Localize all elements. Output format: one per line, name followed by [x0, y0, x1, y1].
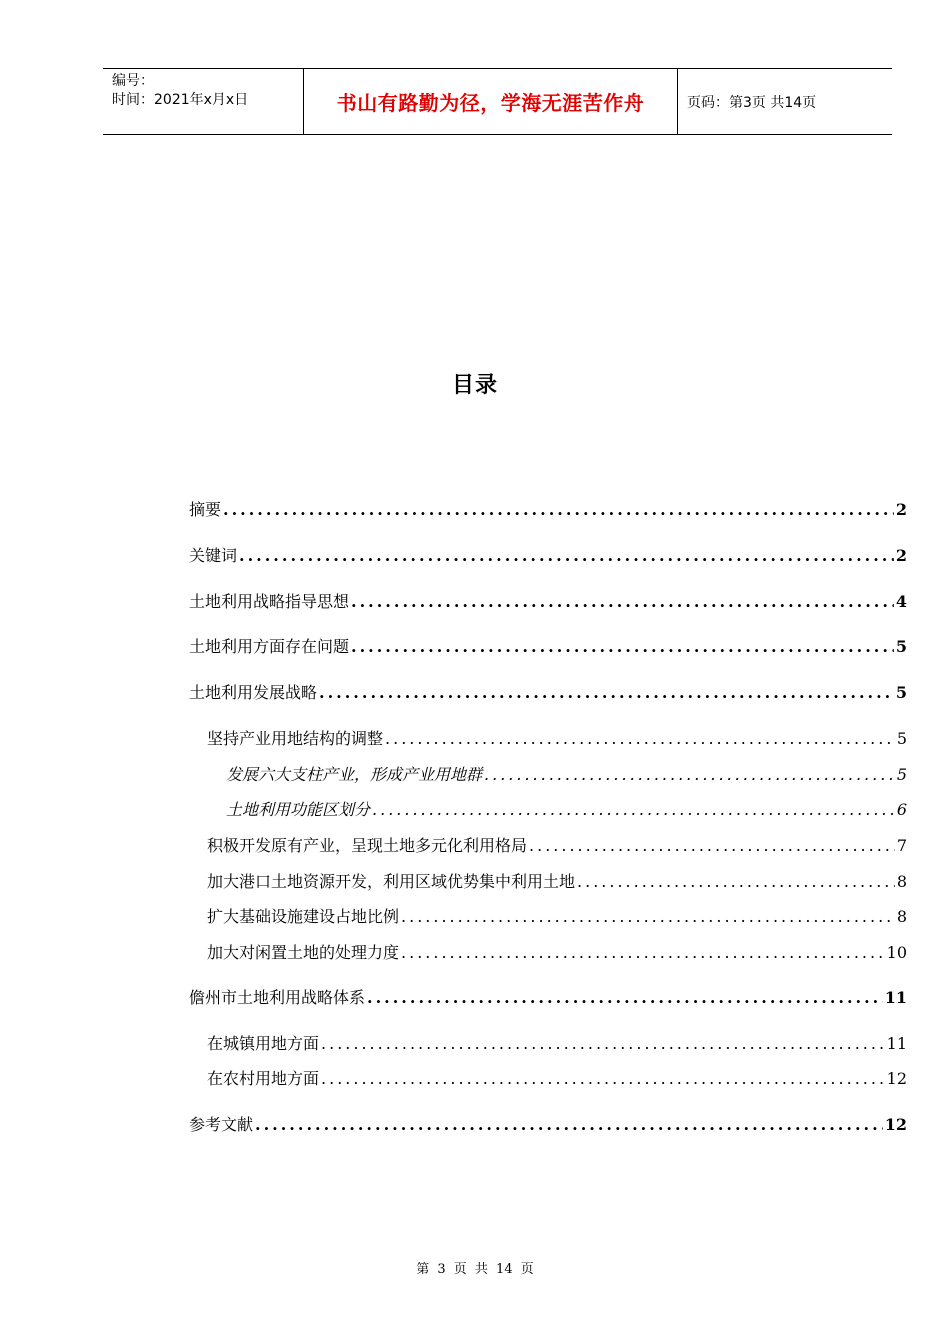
header-meta-cell: [103, 69, 304, 134]
toc-leader-dots: [385, 729, 895, 748]
toc-entry-label: 摘要: [189, 500, 222, 519]
toc-entry-page: 4: [895, 592, 907, 611]
toc-leader-dots: [372, 800, 895, 819]
toc-entry-problems[interactable]: [189, 634, 907, 657]
toc-entry-label: 加大对闲置土地的处理力度: [207, 943, 400, 962]
toc-entry-references[interactable]: [189, 1112, 907, 1135]
toc-entry-label: 在城镇用地方面: [207, 1034, 320, 1053]
toc-entry-label: 土地利用功能区划分: [226, 800, 371, 819]
toc-leader-dots: [484, 765, 895, 784]
toc-entry-label: 土地利用战略指导思想: [189, 592, 350, 611]
toc-entry-page: 5: [896, 729, 907, 748]
toc-entry-page: 8: [896, 907, 907, 926]
toc-entry-label: 关键词: [189, 546, 238, 565]
toc-entry-page: 12: [886, 1069, 907, 1088]
toc-entry-label: 积极开发原有产业，呈现土地多元化利用格局: [207, 836, 528, 855]
toc-leader-dots: [401, 907, 895, 926]
toc-entry-label: 加大港口土地资源开发，利用区域优势集中利用土地: [207, 872, 576, 891]
toc-leader-dots: [223, 500, 894, 519]
toc-entry-label: 参考文献: [189, 1115, 254, 1134]
serial-label: 编号：: [112, 73, 154, 89]
toc-leader-dots: [577, 872, 895, 891]
toc-entry-six-pillars[interactable]: [226, 762, 907, 785]
toc-entry-urban-land[interactable]: [207, 1031, 907, 1054]
toc-entry-abstract[interactable]: [189, 497, 907, 520]
toc-entry-rural-land[interactable]: [207, 1066, 907, 1089]
toc-leader-dots: [401, 943, 885, 962]
toc-entry-port-resources[interactable]: [207, 869, 907, 892]
toc-entry-infrastructure[interactable]: [207, 904, 907, 927]
page-footer: 第 3 页 共 14 页: [416, 1262, 534, 1277]
toc-entry-development-strategy[interactable]: [189, 680, 907, 703]
page-header: [103, 68, 892, 135]
toc-entry-danzhou-system[interactable]: [189, 985, 907, 1008]
toc-entry-label: 扩大基础设施建设占地比例: [207, 907, 400, 926]
toc-leader-dots: [351, 592, 894, 611]
toc-entry-original-industry[interactable]: [207, 833, 907, 856]
toc-leader-dots: [321, 1034, 885, 1053]
toc-entry-idle-land[interactable]: [207, 940, 907, 963]
toc-entry-functional-zones[interactable]: [226, 797, 907, 820]
toc-entry-page: 12: [884, 1115, 907, 1134]
toc-entry-page: 5: [895, 683, 907, 702]
toc-leader-dots: [321, 1069, 885, 1088]
toc-entry-page: 2: [895, 546, 907, 565]
toc-entry-page: 11: [884, 988, 907, 1007]
toc-entry-keywords[interactable]: [189, 543, 907, 566]
toc-entry-label: 在农村用地方面: [207, 1069, 320, 1088]
toc-entry-guiding-thought[interactable]: [189, 589, 907, 612]
toc-entry-label: 发展六大支柱产业，形成产业用地群: [226, 765, 483, 784]
toc-entry-label: 土地利用方面存在问题: [189, 637, 350, 656]
toc-entry-page: 11: [886, 1034, 907, 1053]
toc-entry-page: 8: [896, 872, 907, 891]
toc-entry-label: 坚持产业用地结构的调整: [207, 729, 384, 748]
toc-entry-label: 儋州市土地利用战略体系: [189, 988, 366, 1007]
toc-entry-page: 5: [895, 637, 907, 656]
toc-entry-page: 2: [895, 500, 907, 519]
date-label: 时间：2021年x月x日: [112, 92, 249, 108]
toc-leader-dots: [367, 988, 883, 1007]
toc-entry-page: 10: [886, 943, 907, 962]
toc-leader-dots: [319, 683, 894, 702]
toc-leader-dots: [529, 836, 895, 855]
toc-title: 目录: [451, 373, 498, 398]
toc-entry-page: 5: [896, 765, 907, 784]
toc-entry-page: 7: [896, 836, 907, 855]
toc-leader-dots: [255, 1115, 883, 1134]
toc-leader-dots: [351, 637, 894, 656]
header-page-info: 页码：第3页 共14页: [687, 94, 817, 111]
header-motto: 书山有路勤为径，学海无涯苦作舟: [304, 69, 678, 134]
toc-leader-dots: [239, 546, 894, 565]
toc-entry-page: 6: [896, 800, 907, 819]
toc-entry-industrial-structure[interactable]: [207, 726, 907, 749]
toc-entry-label: 土地利用发展战略: [189, 683, 318, 702]
